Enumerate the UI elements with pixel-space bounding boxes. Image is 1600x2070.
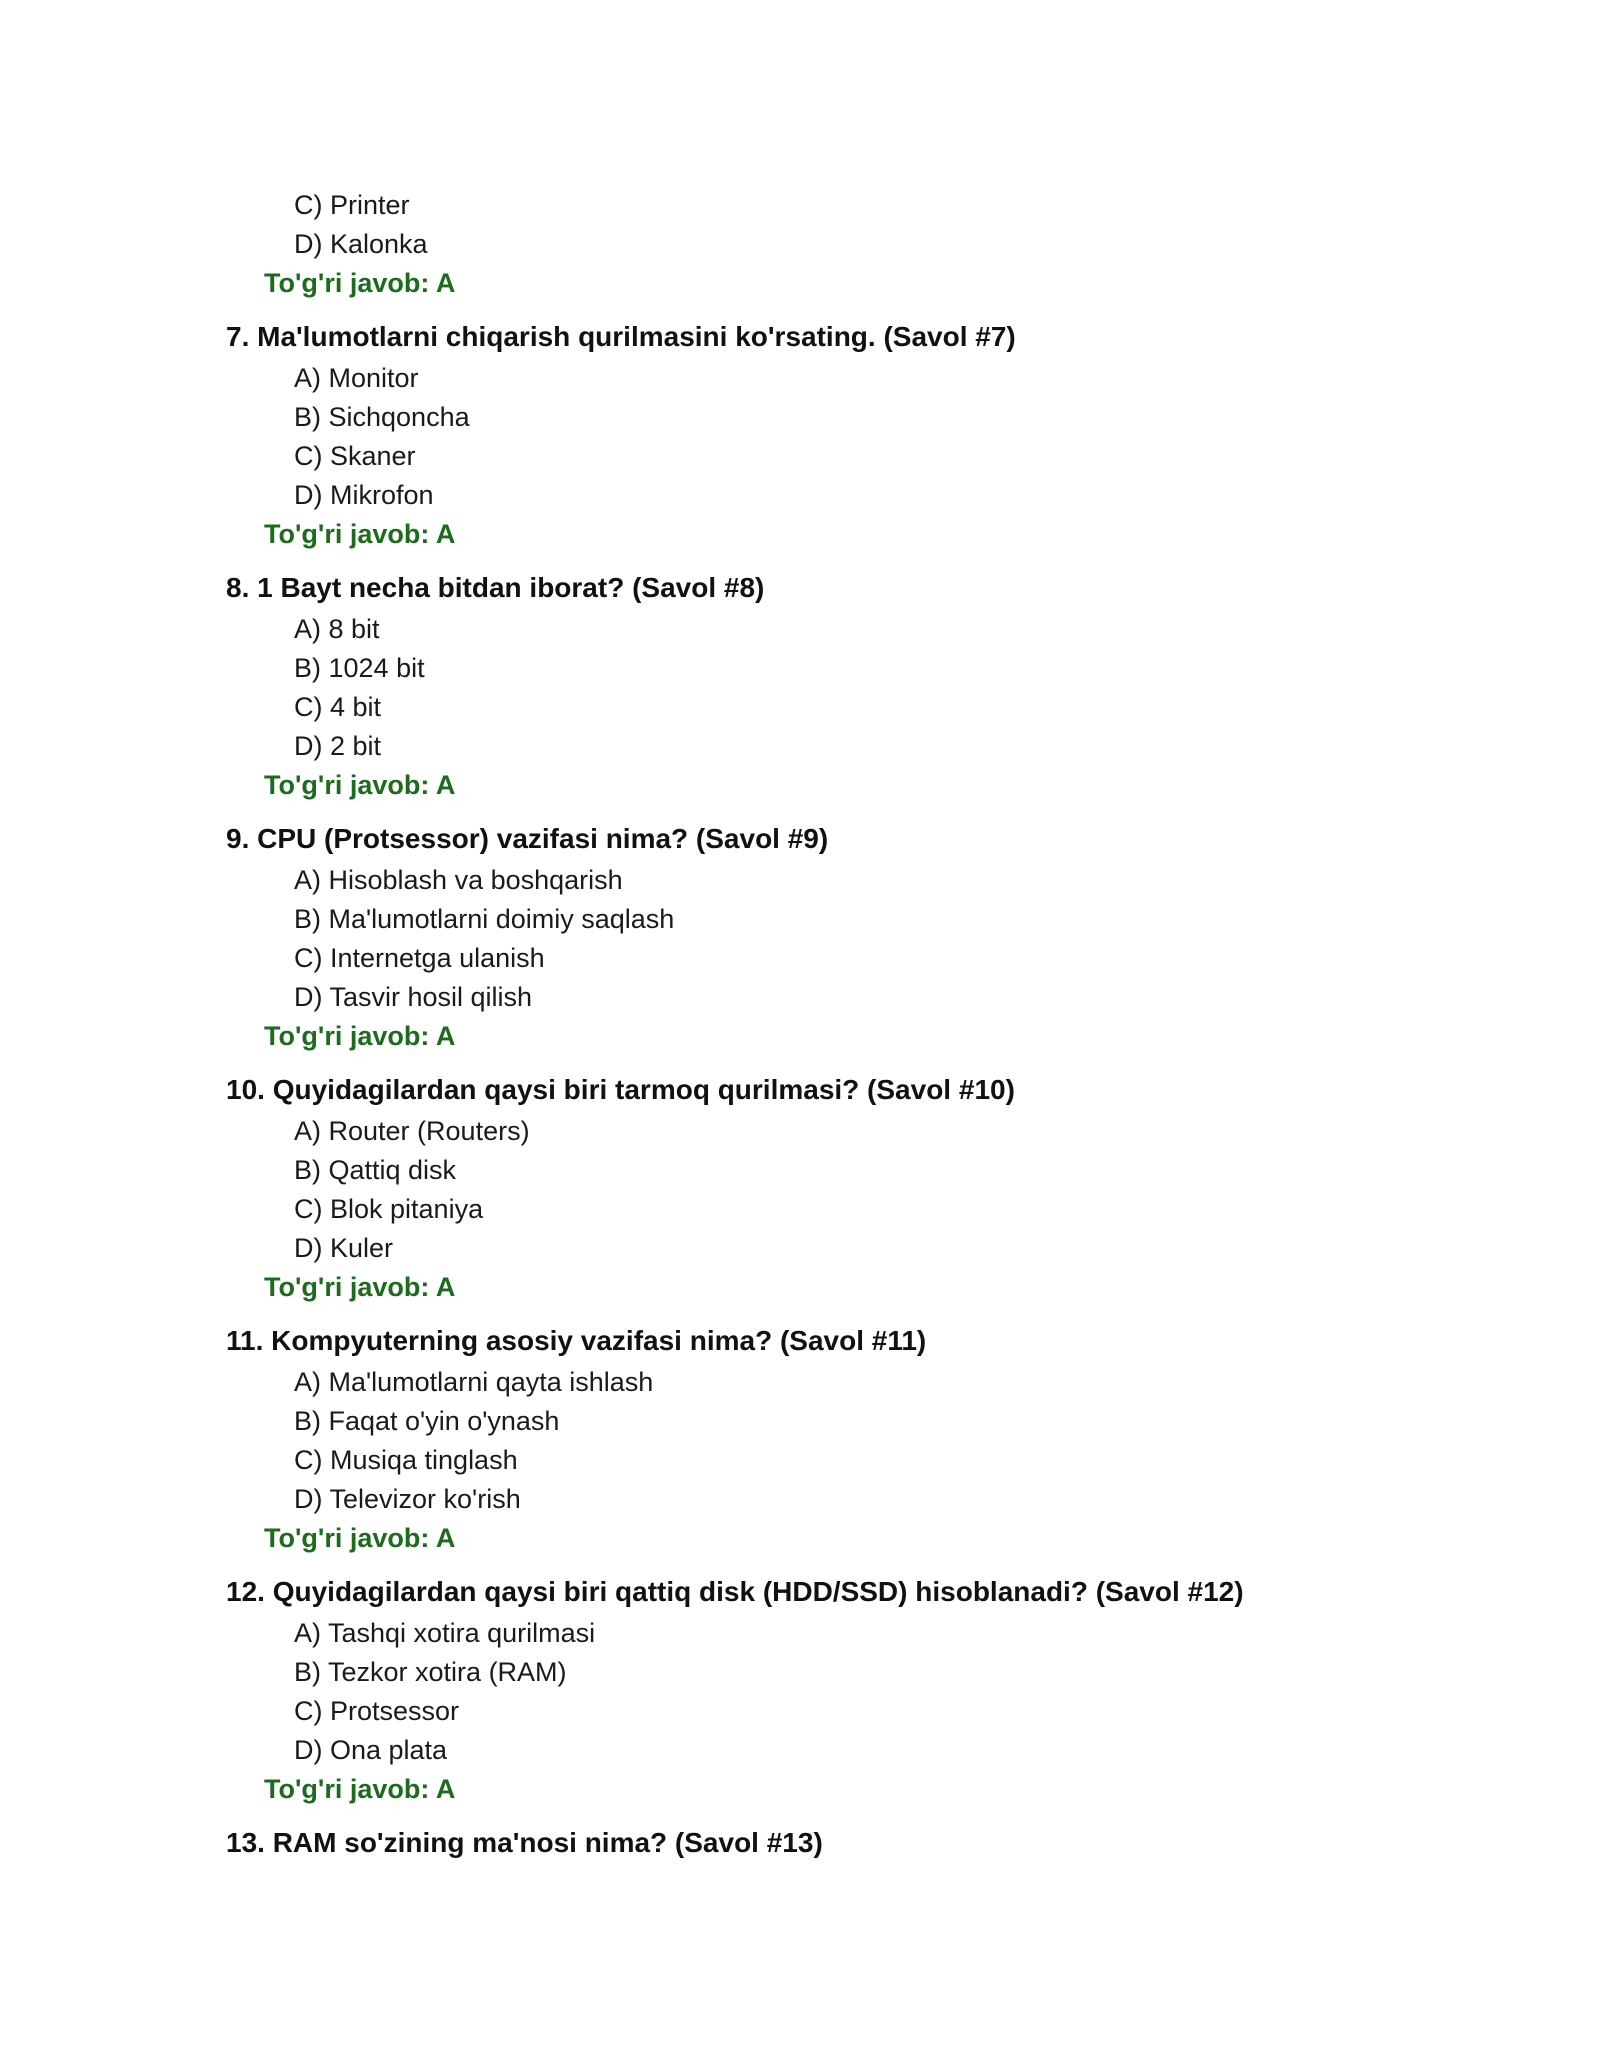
question-10 xyxy=(226,1070,1406,1307)
correct-answer: To'g'ri javob: A xyxy=(264,1021,456,1051)
option-a: A) 8 bit xyxy=(294,614,380,644)
option-c: C) Blok pitaniya xyxy=(294,1194,484,1224)
question-12 xyxy=(226,1572,1406,1809)
question-9 xyxy=(226,819,1406,1056)
option-a: A) Ma'lumotlarni qayta ishlash xyxy=(294,1367,654,1397)
question-11 xyxy=(226,1321,1406,1558)
question-7 xyxy=(226,317,1406,554)
option-d: D) Kalonka xyxy=(294,229,428,259)
option-c: C) 4 bit xyxy=(294,692,382,722)
question-title: 9. CPU (Protsessor) vazifasi nima? (Savol #9) xyxy=(226,823,829,854)
continued-question-block xyxy=(226,186,1406,303)
correct-answer: To'g'ri javob: A xyxy=(264,770,456,800)
question-8 xyxy=(226,568,1406,805)
option-b: B) Sichqoncha xyxy=(294,402,470,432)
option-a: A) Hisoblash va boshqarish xyxy=(294,865,623,895)
option-d: D) 2 bit xyxy=(294,731,382,761)
question-title: 10. Quyidagilardan qaysi biri tarmoq qurilmasi? (Savol #10) xyxy=(226,1074,1015,1105)
correct-answer: To'g'ri javob: A xyxy=(264,1272,456,1302)
option-d: D) Kuler xyxy=(294,1233,394,1263)
option-b: B) Faqat o'yin o'ynash xyxy=(294,1406,560,1436)
option-b: B) Tezkor xotira (RAM) xyxy=(294,1657,567,1687)
option-c: C) Protsessor xyxy=(294,1696,460,1726)
correct-answer: To'g'ri javob: A xyxy=(264,1774,456,1804)
option-a: A) Tashqi xotira qurilmasi xyxy=(294,1618,596,1648)
question-title: 11. Kompyuterning asosiy vazifasi nima? (Savol #11) xyxy=(226,1325,927,1356)
option-c: C) Musiqa tinglash xyxy=(294,1445,518,1475)
question-title: 13. RAM so'zining ma'nosi nima? (Savol #13) xyxy=(226,1827,823,1858)
option-b: B) 1024 bit xyxy=(294,653,425,683)
quiz-content xyxy=(226,186,1406,1865)
option-b: B) Qattiq disk xyxy=(294,1155,457,1185)
option-b: B) Ma'lumotlarni doimiy saqlash xyxy=(294,904,675,934)
question-title: 8. 1 Bayt necha bitdan iborat? (Savol #8) xyxy=(226,572,765,603)
correct-answer: To'g'ri javob: A xyxy=(264,268,456,298)
correct-answer: To'g'ri javob: A xyxy=(264,519,456,549)
question-title: 12. Quyidagilardan qaysi biri qattiq disk (HDD/SSD) hisoblanadi? (Savol #12) xyxy=(226,1576,1244,1607)
option-c: C) Skaner xyxy=(294,441,416,471)
option-d: D) Mikrofon xyxy=(294,480,434,510)
option-a: A) Router (Routers) xyxy=(294,1116,530,1146)
option-c: C) Internetga ulanish xyxy=(294,943,545,973)
question-13 xyxy=(226,1823,1406,1863)
option-d: D) Ona plata xyxy=(294,1735,448,1765)
question-title: 7. Ma'lumotlarni chiqarish qurilmasini ko'rsating. (Savol #7) xyxy=(226,321,1016,352)
option-d: D) Televizor ko'rish xyxy=(294,1484,521,1514)
option-c: C) Printer xyxy=(294,190,410,220)
option-a: A) Monitor xyxy=(294,363,419,393)
option-d: D) Tasvir hosil qilish xyxy=(294,982,533,1012)
correct-answer: To'g'ri javob: A xyxy=(264,1523,456,1553)
